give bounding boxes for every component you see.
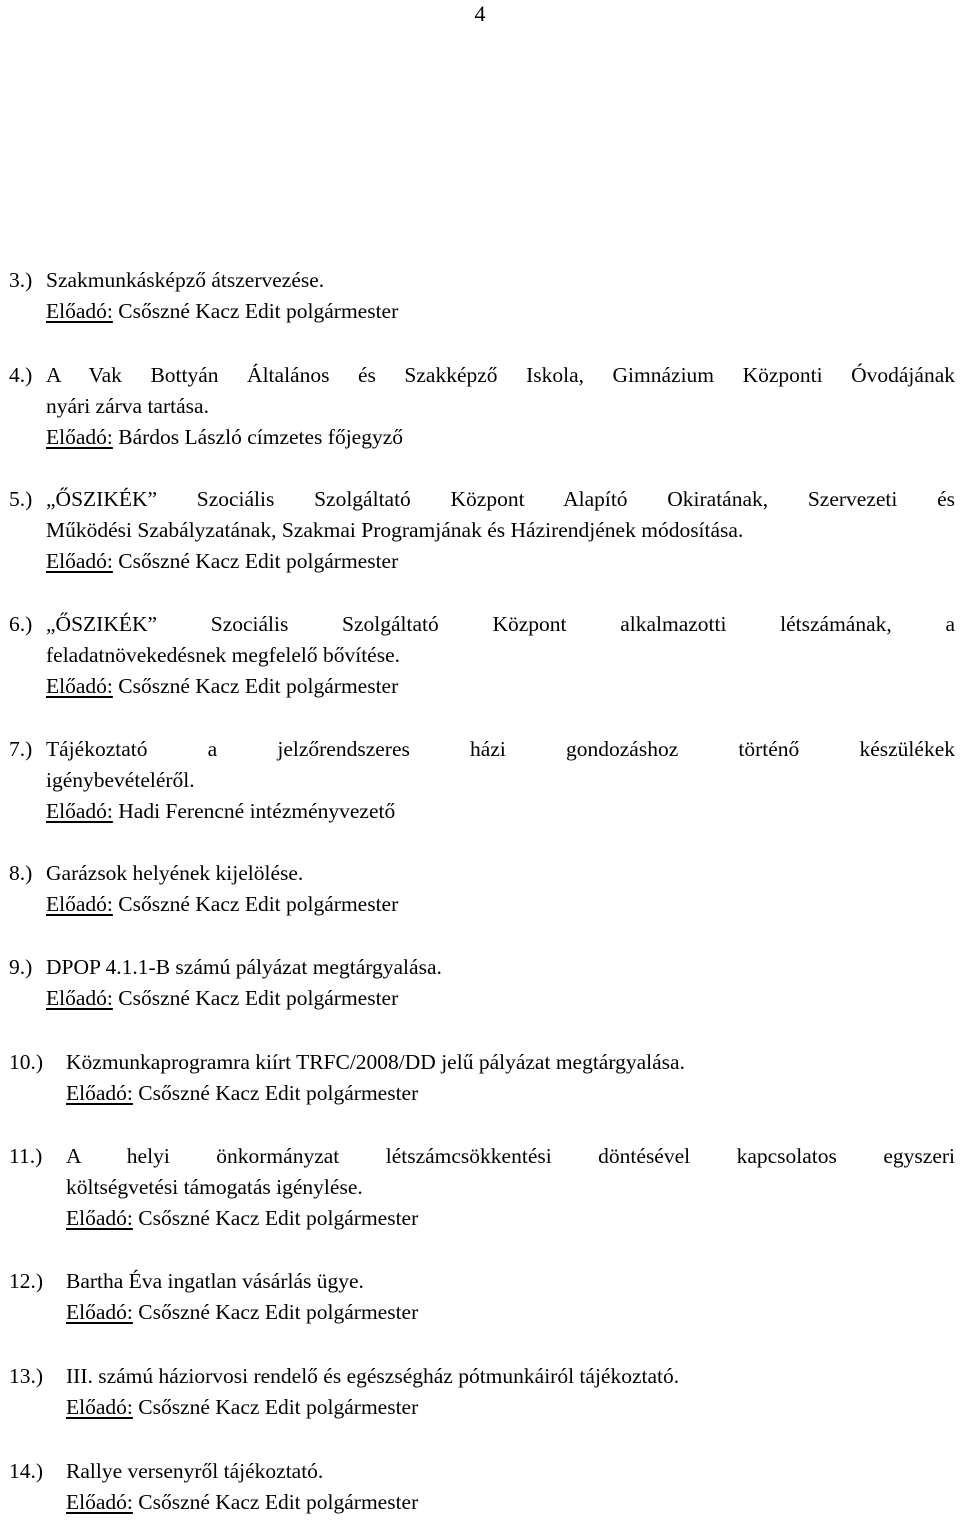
presenter-name: Csőszné Kacz Edit polgármester	[118, 549, 399, 573]
agenda-item-title-line: III. számú háziorvosi rendelő és egészségház pótmunkáiról tájékoztató.	[66, 1364, 680, 1388]
agenda-item-title-line: A Vak Bottyán Általános és Szakképző Iskola, Gimnázium Központi Óvodájának	[46, 363, 955, 387]
agenda-item-number: 14.)	[9, 1459, 44, 1483]
presenter-label: Előadó:	[66, 1081, 133, 1105]
presenter-name: Csőszné Kacz Edit polgármester	[138, 1206, 419, 1230]
agenda-item-number: 4.)	[9, 363, 33, 387]
presenter-name: Csőszné Kacz Edit polgármester	[138, 1490, 419, 1514]
agenda-item-title-line: DPOP 4.1.1-B számú pályázat megtárgyalása.	[46, 955, 442, 979]
presenter-name: Csőszné Kacz Edit polgármester	[118, 986, 399, 1010]
agenda-item-number: 6.)	[9, 612, 33, 636]
presenter-name: Csőszné Kacz Edit polgármester	[118, 299, 399, 323]
presenter-name: Hadi Ferencné intézményvezető	[118, 799, 396, 823]
agenda-item-number: 5.)	[9, 487, 33, 511]
agenda-item-title-line: „ŐSZIKÉK” Szociális Szolgáltató Központ alkalmazotti létszámának, a	[46, 612, 955, 636]
presenter-label: Előadó:	[46, 425, 113, 449]
presenter-label: Előadó:	[46, 986, 113, 1010]
agenda-item-presenter	[66, 1078, 418, 1108]
agenda-item-presenter	[66, 1203, 418, 1233]
presenter-name: Bárdos László címzetes főjegyző	[118, 425, 404, 449]
agenda-item-presenter	[66, 1297, 418, 1327]
presenter-label: Előadó:	[66, 1490, 133, 1514]
presenter-label: Előadó:	[66, 1206, 133, 1230]
agenda-item-title-line: igénybevételéről.	[46, 768, 195, 792]
agenda-item-title-line: A helyi önkormányzat létszámcsökkentési döntésével kapcsolatos egyszeri	[66, 1144, 955, 1168]
presenter-name: Csőszné Kacz Edit polgármester	[118, 892, 399, 916]
presenter-label: Előadó:	[46, 674, 113, 698]
agenda-item-presenter	[46, 422, 403, 452]
agenda-item-title-line: Tájékoztató a jelzőrendszeres házi gondozáshoz történő készülékek	[46, 737, 955, 761]
agenda-item-title-line: költségvetési támogatás igénylése.	[66, 1175, 363, 1199]
agenda-item-presenter	[66, 1487, 418, 1517]
presenter-label: Előadó:	[46, 799, 113, 823]
agenda-item-presenter	[46, 671, 398, 701]
page-number: 4	[474, 1, 486, 26]
agenda-item-title-line: Közmunkaprogramra kiírt TRFC/2008/DD jelű pályázat megtárgyalása.	[66, 1050, 685, 1074]
presenter-label: Előadó:	[46, 299, 113, 323]
agenda-item-title-line: feladatnövekedésnek megfelelő bővítése.	[46, 643, 401, 667]
presenter-label: Előadó:	[46, 549, 113, 573]
agenda-item-presenter	[66, 1392, 418, 1422]
agenda-item-number: 8.)	[9, 861, 33, 885]
agenda-item-number: 12.)	[9, 1269, 44, 1293]
agenda-item-number: 7.)	[9, 737, 33, 761]
agenda-item-number: 13.)	[9, 1364, 44, 1388]
agenda-item-title-line: Bartha Éva ingatlan vásárlás ügye.	[66, 1269, 364, 1293]
presenter-label: Előadó:	[46, 892, 113, 916]
agenda-item-presenter	[46, 983, 398, 1013]
agenda-item-presenter	[46, 546, 398, 576]
agenda-item-title-line: Szakmunkásképző átszervezése.	[46, 268, 325, 292]
agenda-item-title-line: nyári zárva tartása.	[46, 394, 209, 418]
agenda-item-presenter	[46, 796, 395, 826]
agenda-item-number: 11.)	[9, 1144, 43, 1168]
agenda-item-title-line: Garázsok helyének kijelölése.	[46, 861, 304, 885]
agenda-item-title-line: Működési Szabályzatának, Szakmai Programjának és Házirendjének módosítása.	[46, 518, 744, 542]
agenda-item-number: 3.)	[9, 268, 33, 292]
agenda-item-title-line: „ŐSZIKÉK” Szociális Szolgáltató Központ Alapító Okiratának, Szervezeti és	[46, 487, 955, 511]
presenter-name: Csőszné Kacz Edit polgármester	[138, 1081, 419, 1105]
agenda-item-number: 9.)	[9, 955, 33, 979]
presenter-name: Csőszné Kacz Edit polgármester	[118, 674, 399, 698]
presenter-name: Csőszné Kacz Edit polgármester	[138, 1395, 419, 1419]
presenter-name: Csőszné Kacz Edit polgármester	[138, 1300, 419, 1324]
presenter-label: Előadó:	[66, 1395, 133, 1419]
agenda-item-number: 10.)	[9, 1050, 44, 1074]
agenda-item-title-line: Rallye versenyről tájékoztató.	[66, 1459, 324, 1483]
presenter-label: Előadó:	[66, 1300, 133, 1324]
agenda-item-presenter	[46, 296, 398, 326]
agenda-item-presenter	[46, 889, 398, 919]
